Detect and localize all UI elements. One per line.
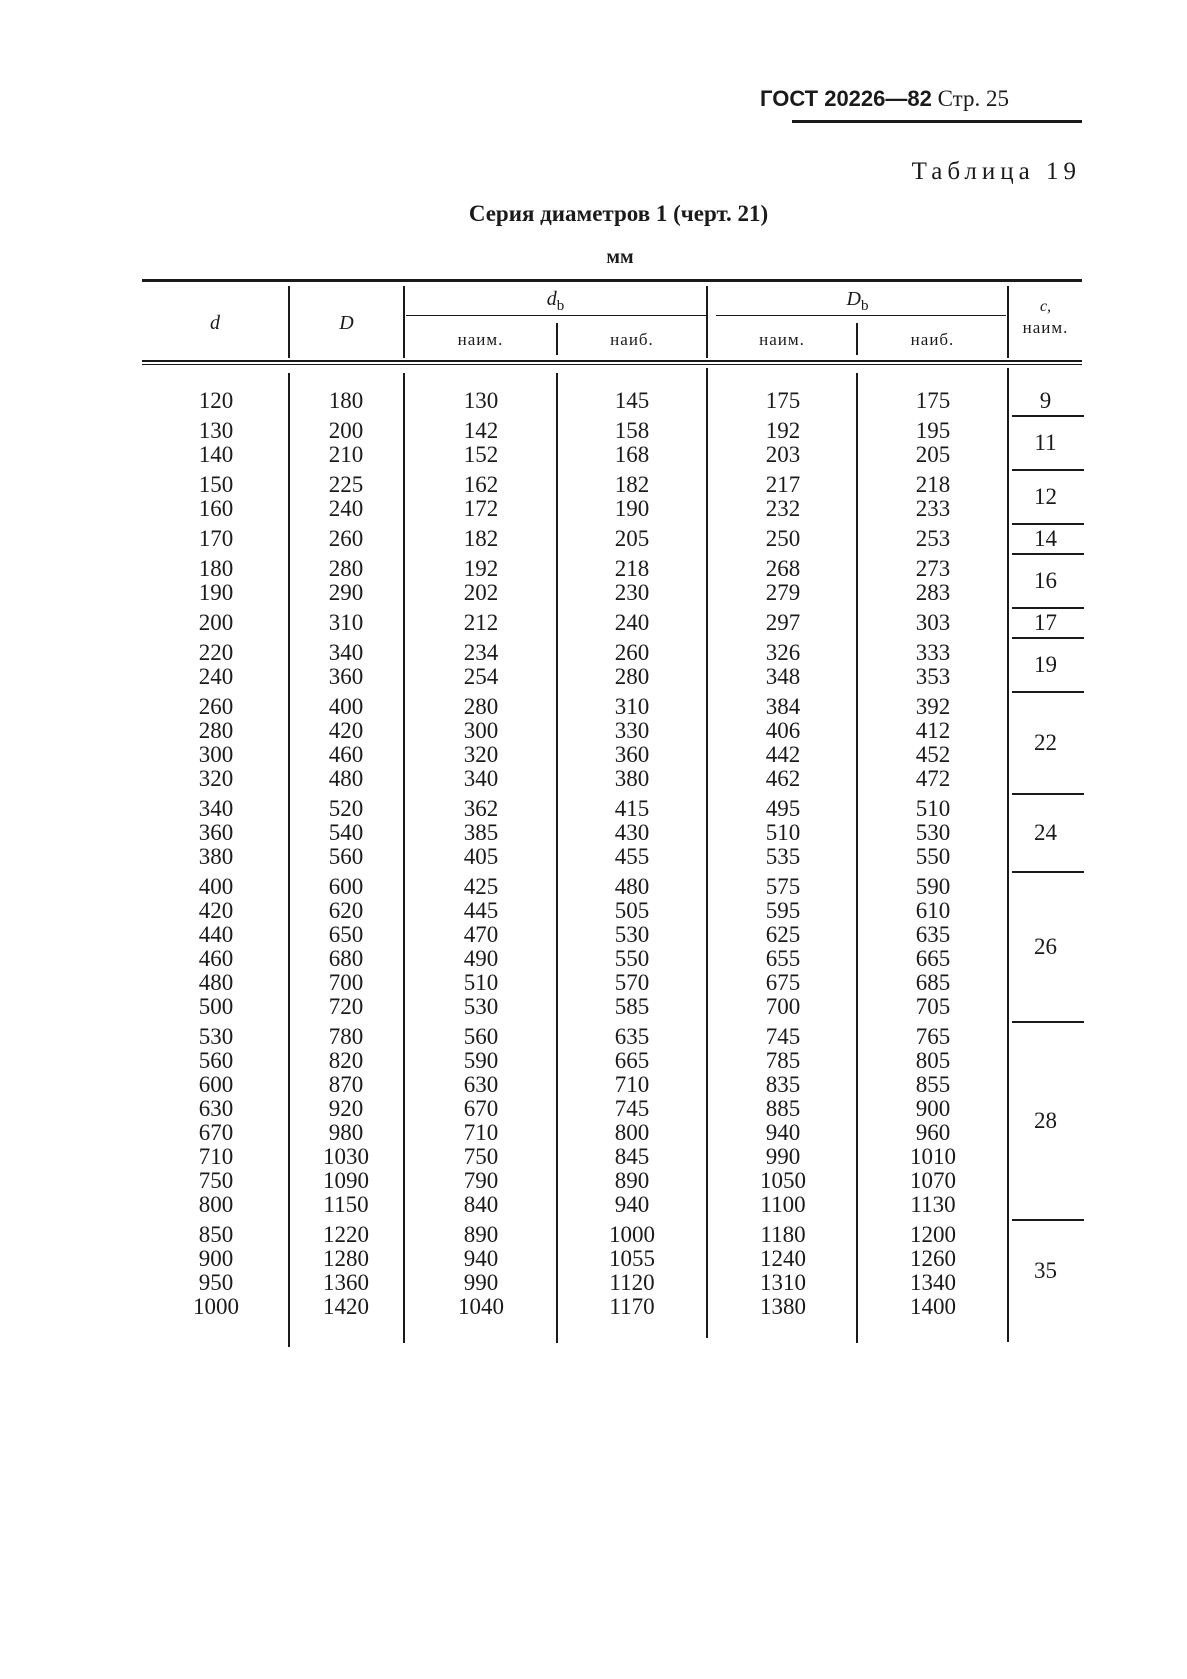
cell-db-min: 300 (463, 718, 499, 743)
cell-db-max: 745 (614, 1096, 650, 1121)
cell-d: 670 (198, 1120, 234, 1145)
col-header-c: c, (1039, 298, 1052, 315)
cell-d: 220 (198, 640, 234, 665)
cell-Db-min: 535 (765, 844, 801, 869)
col-header-db-max: наиб. (610, 330, 654, 349)
cell-d: 150 (198, 472, 234, 497)
cell-db-max: 360 (614, 742, 650, 767)
cell-D: 260 (328, 526, 364, 551)
cell-Db-max: 205 (915, 442, 951, 467)
cell-d: 380 (198, 844, 234, 869)
cell-Db-max: 550 (915, 844, 951, 869)
cell-D: 680 (328, 946, 364, 971)
cell-d: 480 (198, 970, 234, 995)
cell-db-max: 480 (614, 874, 650, 899)
cell-db-max: 635 (614, 1024, 650, 1049)
col-header-db (405, 288, 706, 315)
cell-db-min: 630 (463, 1072, 499, 1097)
cell-db-max: 530 (614, 922, 650, 947)
cell-c-min: 35 (1034, 1258, 1057, 1283)
col-header-Db-max: наиб. (910, 330, 955, 349)
header-bottom-rule-2 (142, 364, 1082, 365)
cell-d: 240 (198, 664, 234, 689)
cell-db-min: 425 (463, 874, 499, 899)
cell-Db-min: 1310 (760, 1270, 806, 1295)
cell-D: 280 (328, 556, 364, 581)
cell-d: 360 (198, 820, 234, 845)
table-title: Серия диаметров 1 (черт. 21) (468, 201, 769, 226)
Db-subscript: b (860, 298, 869, 314)
col-header-db-min: наим. (457, 330, 504, 349)
cell-db-max: 280 (614, 664, 650, 689)
cell-db-min: 530 (463, 994, 499, 1019)
cell-db-max: 570 (614, 970, 650, 995)
cell-D: 240 (328, 496, 364, 521)
cell-Db-min: 348 (765, 664, 801, 689)
cell-Db-min: 785 (765, 1048, 801, 1073)
cell-d: 300 (198, 742, 234, 767)
cell-d: 120 (198, 388, 234, 413)
cell-D: 600 (328, 874, 364, 899)
cell-d: 200 (198, 610, 234, 635)
c-group-divider (1012, 415, 1084, 417)
cell-d: 530 (198, 1024, 234, 1049)
cell-Db-min: 250 (765, 526, 801, 551)
cell-d: 160 (198, 496, 234, 521)
cell-Db-min: 192 (765, 418, 801, 443)
header-rule (792, 120, 1082, 123)
cell-d: 850 (198, 1222, 234, 1247)
cell-db-min: 130 (463, 388, 499, 413)
cell-D: 1220 (323, 1222, 369, 1247)
cell-Db-min: 655 (765, 946, 801, 971)
cell-d: 180 (198, 556, 234, 581)
cell-db-min: 990 (463, 1270, 499, 1295)
cell-Db-min: 175 (765, 388, 801, 413)
cell-Db-max: 1010 (910, 1144, 956, 1169)
cell-D: 480 (328, 766, 364, 791)
cell-c-min: 17 (1034, 610, 1057, 635)
body-separator-4 (706, 368, 708, 1338)
cell-db-max: 182 (614, 472, 650, 497)
cell-d: 950 (198, 1270, 234, 1295)
cell-Db-max: 510 (915, 796, 951, 821)
cell-db-max: 218 (614, 556, 650, 581)
cell-Db-min: 1050 (760, 1168, 806, 1193)
cell-Db-min: 406 (765, 718, 801, 743)
cell-d: 340 (198, 796, 234, 821)
cell-D: 620 (328, 898, 364, 923)
cell-db-max: 940 (614, 1192, 650, 1217)
cell-db-min: 192 (463, 556, 499, 581)
cell-db-max: 1120 (609, 1270, 655, 1295)
cell-Db-min: 297 (765, 610, 801, 635)
cell-Db-min: 595 (765, 898, 801, 923)
cell-c-min: 22 (1034, 730, 1057, 755)
cell-Db-max: 610 (915, 898, 951, 923)
cell-Db-max: 1340 (910, 1270, 956, 1295)
unit-label: мм (606, 246, 634, 268)
cell-Db-min: 835 (765, 1072, 801, 1097)
cell-db-min: 142 (463, 418, 499, 443)
cell-Db-min: 745 (765, 1024, 801, 1049)
cell-db-max: 330 (614, 718, 650, 743)
cell-Db-max: 195 (915, 418, 951, 443)
cell-db-min: 212 (463, 610, 499, 635)
cell-db-max: 1055 (609, 1246, 655, 1271)
cell-db-max: 158 (614, 418, 650, 443)
cell-d: 1000 (193, 1294, 239, 1319)
cell-D: 310 (328, 610, 364, 635)
cell-Db-max: 855 (915, 1072, 951, 1097)
db-group-rule (406, 315, 706, 316)
cell-Db-min: 1100 (760, 1192, 806, 1217)
cell-D: 1280 (323, 1246, 369, 1271)
cell-Db-max: 960 (915, 1120, 951, 1145)
cell-Db-max: 273 (915, 556, 951, 581)
cell-D: 560 (328, 844, 364, 869)
cell-Db-max: 452 (915, 742, 951, 767)
cell-db-max: 1000 (609, 1222, 655, 1247)
cell-D: 700 (328, 970, 364, 995)
cell-Db-max: 333 (915, 640, 951, 665)
cell-D: 210 (328, 442, 364, 467)
cell-D: 290 (328, 580, 364, 605)
cell-db-max: 890 (614, 1168, 650, 1193)
cell-Db-max: 253 (915, 526, 951, 551)
cell-Db-max: 900 (915, 1096, 951, 1121)
cell-db-min: 1040 (458, 1294, 504, 1319)
c-group-divider (1012, 523, 1084, 525)
cell-db-min: 162 (463, 472, 499, 497)
cell-D: 460 (328, 742, 364, 767)
cell-d: 420 (198, 898, 234, 923)
cell-db-min: 560 (463, 1024, 499, 1049)
cell-Db-min: 279 (765, 580, 801, 605)
cell-db-max: 168 (614, 442, 650, 467)
cell-db-min: 172 (463, 496, 499, 521)
cell-Db-min: 1380 (760, 1294, 806, 1319)
cell-Db-max: 472 (915, 766, 951, 791)
cell-d: 280 (198, 718, 234, 743)
cell-D: 1150 (323, 1192, 369, 1217)
cell-db-min: 510 (463, 970, 499, 995)
c-group-divider (1012, 793, 1084, 795)
cell-D: 1420 (323, 1294, 369, 1319)
cell-D: 400 (328, 694, 364, 719)
cell-db-min: 362 (463, 796, 499, 821)
cell-d: 190 (198, 580, 234, 605)
cell-D: 340 (328, 640, 364, 665)
cell-Db-min: 510 (765, 820, 801, 845)
cell-D: 1030 (323, 1144, 369, 1169)
cell-D: 650 (328, 922, 364, 947)
cell-db-max: 145 (614, 388, 650, 413)
c-group-divider (1012, 1021, 1084, 1023)
cell-Db-min: 885 (765, 1096, 801, 1121)
body-separator-3 (556, 373, 558, 1343)
cell-db-min: 254 (463, 664, 499, 689)
cell-db-max: 415 (614, 796, 650, 821)
cell-d: 260 (198, 694, 234, 719)
cell-D: 780 (328, 1024, 364, 1049)
cell-Db-min: 442 (765, 742, 801, 767)
cell-d: 560 (198, 1048, 234, 1073)
cell-d: 170 (198, 526, 234, 551)
cell-d: 140 (198, 442, 234, 467)
cell-Db-max: 590 (915, 874, 951, 899)
cell-db-max: 190 (614, 496, 650, 521)
table-label: Таблица 19 (911, 158, 1081, 185)
cell-D: 420 (328, 718, 364, 743)
cell-d: 130 (198, 418, 234, 443)
col-header-c-min: наим. (1022, 318, 1069, 337)
cell-Db-max: 1130 (910, 1192, 956, 1217)
cell-Db-min: 625 (765, 922, 801, 947)
cell-Db-max: 530 (915, 820, 951, 845)
page-header (760, 86, 1009, 112)
cell-db-max: 310 (614, 694, 650, 719)
cell-db-max: 505 (614, 898, 650, 923)
header-bottom-rule (142, 360, 1082, 362)
cell-db-max: 550 (614, 946, 650, 971)
cell-D: 520 (328, 796, 364, 821)
cell-Db-min: 384 (765, 694, 801, 719)
cell-c-min: 12 (1034, 484, 1057, 509)
col-header-Db-min: наим. (759, 330, 805, 349)
cell-c-min: 28 (1034, 1108, 1057, 1133)
cell-Db-max: 685 (915, 970, 951, 995)
cell-Db-max: 392 (915, 694, 951, 719)
cell-db-min: 750 (463, 1144, 499, 1169)
cell-db-min: 590 (463, 1048, 499, 1073)
cell-D: 180 (328, 388, 364, 413)
cell-db-min: 840 (463, 1192, 499, 1217)
cell-db-min: 405 (463, 844, 499, 869)
cell-db-min: 280 (463, 694, 499, 719)
cell-c-min: 14 (1034, 526, 1057, 551)
cell-Db-max: 705 (915, 994, 951, 1019)
body-separator-5 (856, 373, 858, 1343)
cell-Db-min: 675 (765, 970, 801, 995)
cell-Db-min: 462 (765, 766, 801, 791)
cell-db-min: 470 (463, 922, 499, 947)
c-group-divider (1012, 691, 1084, 693)
table-top-rule (142, 279, 1082, 282)
page-number: Стр. 25 (937, 86, 1009, 111)
db-subscript: b (556, 298, 565, 314)
cell-D: 225 (328, 472, 364, 497)
cell-Db-max: 1260 (910, 1246, 956, 1271)
cell-db-min: 940 (463, 1246, 499, 1271)
Db-symbol: D (846, 288, 861, 310)
cell-Db-max: 1070 (910, 1168, 956, 1193)
cell-db-max: 845 (614, 1144, 650, 1169)
c-group-divider (1012, 607, 1084, 609)
cell-db-min: 152 (463, 442, 499, 467)
cell-Db-min: 217 (765, 472, 801, 497)
cell-db-max: 230 (614, 580, 650, 605)
cell-Db-max: 412 (915, 718, 951, 743)
cell-Db-min: 700 (765, 994, 801, 1019)
cell-Db-max: 1200 (910, 1222, 956, 1247)
cell-db-max: 1170 (609, 1294, 655, 1319)
cell-Db-min: 495 (765, 796, 801, 821)
cell-D: 1090 (323, 1168, 369, 1193)
cell-D: 720 (328, 994, 364, 1019)
cell-db-min: 340 (463, 766, 499, 791)
cell-db-max: 710 (614, 1072, 650, 1097)
c-group-divider (1012, 553, 1084, 555)
cell-c-min: 9 (1039, 388, 1052, 413)
cell-db-min: 670 (463, 1096, 499, 1121)
cell-db-max: 455 (614, 844, 650, 869)
cell-db-max: 240 (614, 610, 650, 635)
cell-D: 980 (328, 1120, 364, 1145)
cell-Db-min: 203 (765, 442, 801, 467)
cell-d: 400 (198, 874, 234, 899)
cell-d: 500 (198, 994, 234, 1019)
cell-Db-max: 233 (915, 496, 951, 521)
cell-D: 360 (328, 664, 364, 689)
cell-d: 750 (198, 1168, 234, 1193)
cell-d: 710 (198, 1144, 234, 1169)
cell-Db-max: 635 (915, 922, 951, 947)
cell-c-min: 19 (1034, 652, 1057, 677)
col-header-Db (708, 288, 1007, 315)
cell-Db-max: 303 (915, 610, 951, 635)
cell-d: 600 (198, 1072, 234, 1097)
col-header-d: d (210, 312, 220, 334)
cell-d: 320 (198, 766, 234, 791)
cell-db-max: 800 (614, 1120, 650, 1145)
cell-db-max: 205 (614, 526, 650, 551)
cell-db-min: 385 (463, 820, 499, 845)
cell-db-max: 430 (614, 820, 650, 845)
db-symbol: d (546, 288, 557, 310)
cell-d: 460 (198, 946, 234, 971)
cell-c-min: 26 (1034, 934, 1057, 959)
cell-Db-max: 805 (915, 1048, 951, 1073)
cell-db-min: 320 (463, 742, 499, 767)
cell-db-min: 182 (463, 526, 499, 551)
standard-number: ГОСТ 20226—82 (760, 86, 932, 111)
cell-db-max: 260 (614, 640, 650, 665)
cell-Db-max: 283 (915, 580, 951, 605)
col-header-D: D (339, 312, 354, 334)
cell-db-min: 790 (463, 1168, 499, 1193)
cell-Db-max: 665 (915, 946, 951, 971)
cell-D: 200 (328, 418, 364, 443)
cell-db-min: 890 (463, 1222, 499, 1247)
cell-db-max: 585 (614, 994, 650, 1019)
cell-Db-min: 990 (765, 1144, 801, 1169)
cell-db-min: 234 (463, 640, 499, 665)
cell-db-max: 380 (614, 766, 650, 791)
cell-c-min: 11 (1034, 430, 1057, 455)
cell-Db-max: 1400 (910, 1294, 956, 1319)
cell-db-min: 490 (463, 946, 499, 971)
cell-Db-min: 326 (765, 640, 801, 665)
cell-d: 800 (198, 1192, 234, 1217)
cell-d: 440 (198, 922, 234, 947)
cell-Db-min: 1240 (760, 1246, 806, 1271)
cell-db-min: 202 (463, 580, 499, 605)
cell-Db-max: 353 (915, 664, 951, 689)
cell-Db-min: 575 (765, 874, 801, 899)
cell-d: 630 (198, 1096, 234, 1121)
cell-D: 820 (328, 1048, 364, 1073)
cell-Db-min: 268 (765, 556, 801, 581)
cell-Db-min: 1180 (760, 1222, 806, 1247)
cell-D: 1360 (323, 1270, 369, 1295)
cell-Db-max: 218 (915, 472, 951, 497)
cell-Db-min: 232 (765, 496, 801, 521)
Db-group-rule (716, 315, 1006, 316)
cell-db-max: 665 (614, 1048, 650, 1073)
c-group-divider (1012, 469, 1084, 471)
cell-c-min: 16 (1034, 568, 1057, 593)
c-group-divider (1012, 1219, 1084, 1221)
cell-D: 920 (328, 1096, 364, 1121)
cell-c-min: 24 (1034, 820, 1057, 845)
cell-db-min: 445 (463, 898, 499, 923)
cell-Db-max: 765 (915, 1024, 951, 1049)
cell-Db-max: 175 (915, 388, 951, 413)
cell-D: 540 (328, 820, 364, 845)
cell-db-min: 710 (463, 1120, 499, 1145)
cell-Db-min: 940 (765, 1120, 801, 1145)
cell-D: 870 (328, 1072, 364, 1097)
c-group-divider (1012, 871, 1084, 873)
cell-d: 900 (198, 1246, 234, 1271)
c-group-divider (1012, 637, 1084, 639)
